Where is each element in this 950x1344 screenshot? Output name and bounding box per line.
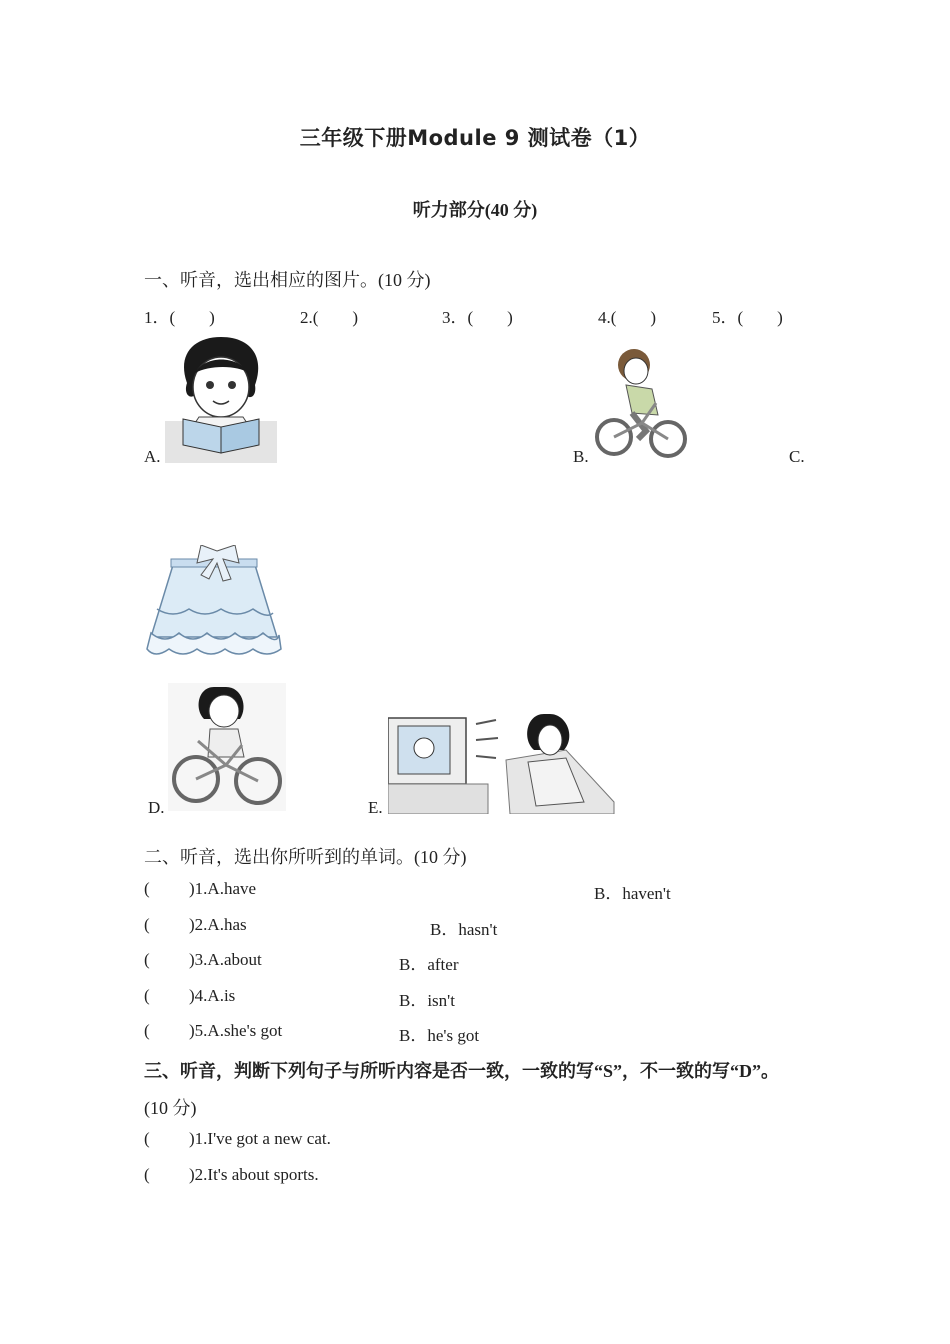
- choice-a: )2.A.has: [189, 915, 247, 934]
- girl-riding-bike-picture: [168, 683, 286, 811]
- girl-watching-tv-picture: [388, 710, 616, 814]
- choice-b: B．hasn't: [430, 920, 498, 939]
- answer-blank-1[interactable]: 1．( ): [144, 308, 215, 327]
- answer-blank-5[interactable]: 5．( ): [712, 308, 783, 327]
- option-d-label: D.: [148, 798, 165, 817]
- section2-heading: 二、听音，选出你所听到的单词。(10 分): [144, 847, 467, 867]
- choice-a: )1.A.have: [189, 879, 257, 898]
- skirt-picture: [143, 545, 285, 663]
- answer-blank-2[interactable]: 2.( ): [300, 308, 359, 327]
- choice-b: B．he's got: [399, 1026, 480, 1045]
- answer-blank-4[interactable]: 4.( ): [598, 308, 657, 327]
- option-c-label: C.: [789, 447, 805, 466]
- choice-b: B．isn't: [399, 991, 455, 1010]
- choice-b: B．haven't: [594, 884, 671, 903]
- choice-a: )4.A.is: [189, 986, 236, 1005]
- option-b-label: B.: [573, 447, 589, 466]
- option-a-label: A.: [144, 447, 161, 466]
- section3-heading: 三、听音，判断下列句子与所听内容是否一致，一致的写“S”，不一致的写“D”。: [144, 1061, 780, 1081]
- choice-b: B．after: [399, 955, 459, 974]
- answer-paren[interactable]: (: [144, 1021, 150, 1040]
- answer-paren[interactable]: (: [144, 986, 150, 1005]
- answer-paren[interactable]: (: [144, 950, 150, 969]
- answer-paren[interactable]: (: [144, 915, 150, 934]
- answer-paren[interactable]: (: [144, 879, 150, 898]
- choice-a: )3.A.about: [189, 950, 262, 969]
- answer-blank-3[interactable]: 3．( ): [442, 308, 513, 327]
- statement: )1.I've got a new cat.: [189, 1129, 331, 1148]
- page-title: 三年级下册Module 9 测试卷（1）: [299, 126, 651, 150]
- boy-riding-bike-picture: [592, 343, 692, 463]
- section3-points: (10 分): [144, 1098, 197, 1118]
- answer-paren[interactable]: (: [144, 1165, 150, 1184]
- girl-reading-picture: [165, 335, 277, 463]
- choice-a: )5.A.she's got: [189, 1021, 283, 1040]
- option-e-label: E.: [368, 798, 383, 817]
- statement: )2.It's about sports.: [189, 1165, 319, 1184]
- section1-heading: 一、听音，选出相应的图片。(10 分): [144, 270, 431, 290]
- answer-paren[interactable]: (: [144, 1129, 150, 1148]
- listening-part-title: 听力部分(40 分): [412, 200, 538, 220]
